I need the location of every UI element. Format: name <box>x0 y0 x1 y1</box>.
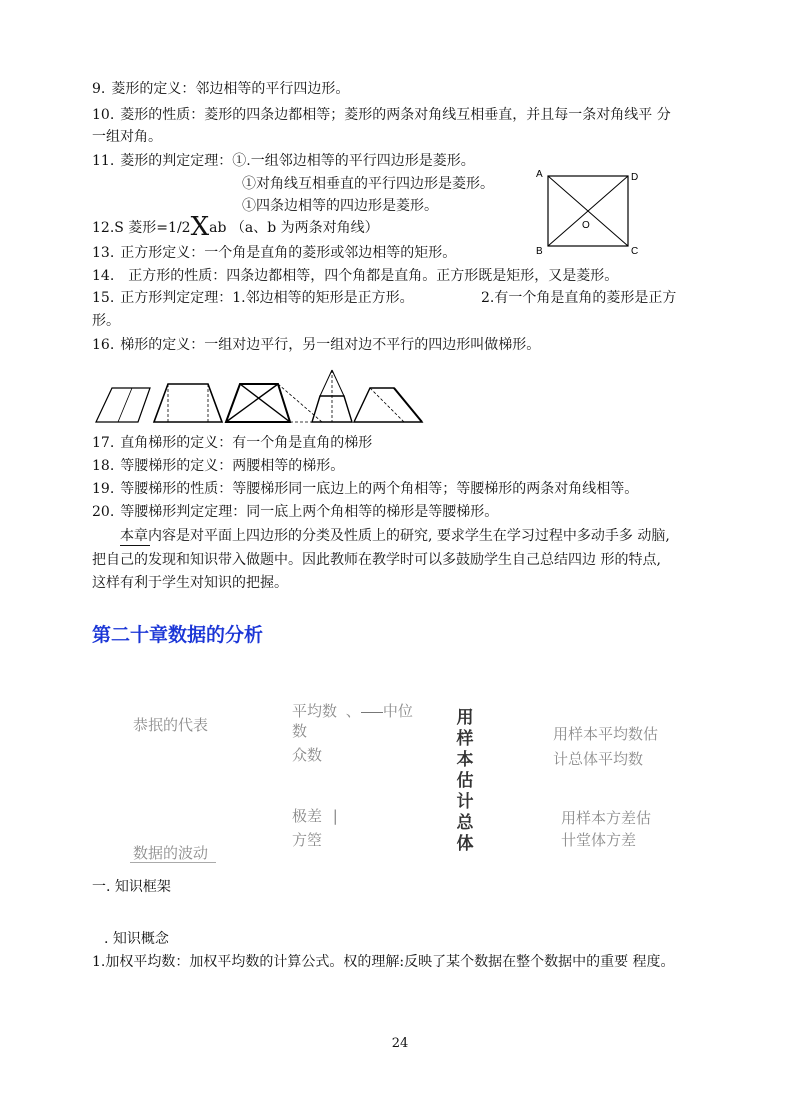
framework-fluctuation-label: 数据的波动 <box>133 844 209 862</box>
item-12 <box>92 212 379 242</box>
vertical-char-3: 本 <box>456 750 474 770</box>
item-11-criterion-3: ①四条边相等的四边形是菱形。 <box>242 198 438 214</box>
framework-sample-variance-line-2: 卄堂体方差 <box>561 831 637 849</box>
vertical-char-1: 用 <box>456 708 474 728</box>
chapter-heading: 第二十章数据的分析 <box>92 624 264 646</box>
concept-weighted-mean: 1.加权平均数：加权平均数的计算公式。权的理解:反映了某个数据在整个数据中的重要 程度。 <box>92 954 675 970</box>
item-17-text: 直角梯形的定义：有一个角是直角的梯形 <box>120 435 373 451</box>
item-17-number: 17. <box>92 435 115 451</box>
square-diagram <box>532 166 642 258</box>
framework-sample-estimate-vertical <box>454 708 476 855</box>
item-9-number: 9. <box>92 81 106 97</box>
framework-sample-mean-line-1: 用样本平均数估 <box>553 725 659 743</box>
framework-range-bar: | <box>332 807 338 825</box>
trapezoid-with-diagonals-figure <box>226 384 322 422</box>
trapezoid-extended-to-triangle-figure <box>312 370 352 422</box>
summary-paragraph-line-3: 这样有利于学生对知识的把握。 <box>92 575 288 591</box>
trapezoid-figures <box>92 366 437 428</box>
vertex-c-label: C <box>631 246 639 257</box>
item-12-multiply-sign: X <box>190 212 210 242</box>
item-19-text: 等腰梯形的性质：等腰梯形同一底边上的两个角相等；等腰梯形的两条对角线相等。 <box>120 481 639 497</box>
vertical-char-2: 样 <box>456 729 474 749</box>
section-knowledge-concepts: . 知识概念 <box>104 931 169 947</box>
vertical-char-7: 体 <box>456 834 474 854</box>
framework-mode-label: 众数 <box>292 746 323 764</box>
framework-median-label: 中位 <box>382 702 413 720</box>
item-13 <box>92 244 456 262</box>
item-15-criterion-2: 2.有一个角是直角的菱形是正方 <box>481 290 677 306</box>
framework-blank-underline <box>361 700 383 713</box>
vertex-d-label: D <box>631 172 639 183</box>
item-20-text: 等腰梯形判定定理：同一底上两个角相等的梯形是等腰梯形。 <box>120 504 499 520</box>
item-16 <box>92 336 540 354</box>
item-18-number: 18. <box>92 458 115 474</box>
item-15-text: 正方形判定定理：1.邻边相等的矩形是正方形。 <box>120 290 414 306</box>
item-18 <box>92 457 344 475</box>
item-14-text: 正方形的性质：四条边都相等，四个角都是直角。正方形既是矩形，又是菱形。 <box>128 268 619 284</box>
framework-median-continuation: 数 <box>292 722 308 740</box>
framework-range-label: 极差 <box>292 807 323 825</box>
item-15 <box>92 289 414 307</box>
item-17 <box>92 434 372 452</box>
page-number: 24 <box>391 1036 409 1051</box>
item-19 <box>92 480 638 498</box>
item-9 <box>92 80 349 98</box>
item-11 <box>92 152 475 170</box>
item-16-number: 16. <box>92 337 115 353</box>
center-o-label: O <box>582 220 590 231</box>
vertical-char-6: 总 <box>456 813 474 833</box>
framework-variance-label: 方箜 <box>292 831 323 849</box>
framework-separator: 、 <box>345 702 361 720</box>
framework-mean-label: 平均数 <box>292 702 338 720</box>
item-11-number: 11. <box>92 153 115 169</box>
item-19-number: 19. <box>92 481 115 497</box>
item-20 <box>92 503 498 521</box>
parallelogram-figure <box>96 388 150 422</box>
item-11-text: 菱形的判定定理：①.一组邻边相等的平行四边形是菱形。 <box>120 153 475 169</box>
item-10-text: 菱形的性质：菱形的四条边都相等；菱形的两条对角线互相垂直，并且每一条对角线平 分 <box>120 107 671 123</box>
item-18-text: 等腰梯形的定义：两腰相等的梯形。 <box>120 458 345 474</box>
item-20-number: 20. <box>92 504 115 520</box>
item-9-text: 菱形的定义：邻边相等的平行四边形。 <box>111 81 350 97</box>
item-13-number: 13. <box>92 245 115 261</box>
framework-range-line <box>292 805 338 826</box>
vertex-b-label: B <box>536 246 543 257</box>
item-10-continuation: 一组对角。 <box>92 129 162 145</box>
summary-underline <box>120 545 150 546</box>
framework-mean-median-line <box>292 700 413 721</box>
vertical-char-4: 估 <box>456 771 474 791</box>
item-16-text: 梯形的定义：一组对边平行，另一组对边不平行的四边形叫做梯形。 <box>120 337 541 353</box>
item-14-number: 14. <box>92 268 115 284</box>
item-11-criterion-2: ①对角线互相垂直的平行四边形是菱形。 <box>242 176 494 192</box>
item-12-formula-suffix: ab （a、b 为两条对角线） <box>209 220 379 236</box>
trapezoid-with-heights-figure <box>154 384 222 422</box>
item-14 <box>92 267 618 285</box>
summary-paragraph-line-2: 把自己的发现和知识带入做题中。因此教师在教学时可以多鼓励学生自己总结四边 形的特点, <box>92 552 661 568</box>
section-knowledge-framework: 一. 知识框架 <box>92 879 171 895</box>
trapezoid-translated-diagonal-figure <box>354 388 422 422</box>
framework-representative-label: 恭抿的代表 <box>133 716 209 734</box>
item-10 <box>92 106 671 124</box>
summary-paragraph-line-1: 本章内容是对平面上四边形的分类及性质上的研究, 要求学生在学习过程中多动手多 动脑, <box>120 528 670 544</box>
item-13-text: 正方形定义：一个角是直角的菱形或邻边相等的矩形。 <box>120 245 457 261</box>
framework-fluctuation-underline <box>130 862 216 863</box>
item-10-number: 10. <box>92 107 115 123</box>
item-15-continuation: 形。 <box>92 313 120 329</box>
vertex-a-label: A <box>536 169 543 180</box>
framework-sample-mean-line-2: 计总体平均数 <box>553 750 644 768</box>
framework-sample-variance-line-1: 用样本方差估 <box>561 809 652 827</box>
vertical-char-5: 计 <box>456 792 474 812</box>
item-12-formula-prefix: 12.S 菱形=1/2 <box>92 220 191 236</box>
item-15-number: 15. <box>92 290 115 306</box>
